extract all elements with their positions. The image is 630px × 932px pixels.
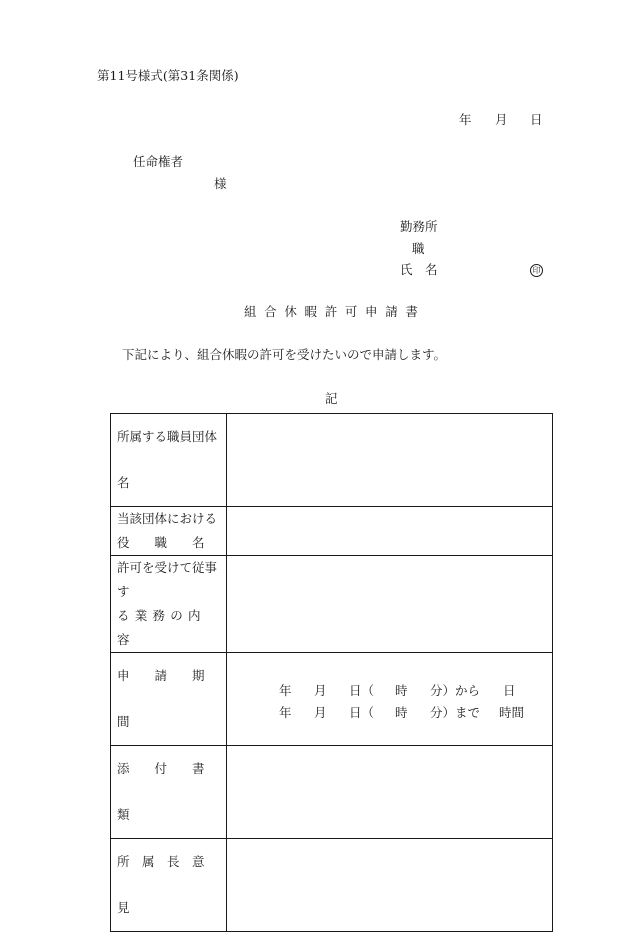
- role-field[interactable]: [227, 507, 553, 556]
- row-label-duties: 許可を受けて従事す る業務の内容: [111, 556, 227, 653]
- row-label-attachments: 添 付 書 類: [111, 746, 227, 839]
- table-row: [111, 414, 553, 507]
- position-label: 職: [412, 241, 425, 256]
- row-label-organization: 所属する職員団体名: [111, 414, 227, 507]
- seal-icon: 印: [530, 261, 543, 277]
- form-number: 第11号様式(第31条関係): [97, 68, 239, 83]
- application-table: [110, 413, 553, 932]
- date-day-label: 日: [530, 112, 543, 127]
- table-row: [111, 556, 553, 653]
- table-row: [111, 746, 553, 839]
- period-start-line: 年 月 日（ 時 分）から 日: [279, 683, 516, 698]
- supervisor-opinion-field[interactable]: [227, 839, 553, 932]
- document-title: 組 合 休 暇 許 可 申 請 書: [244, 304, 418, 319]
- row-label-supervisor-opinion: 所 属 長 意 見: [111, 839, 227, 932]
- organization-field[interactable]: [227, 414, 553, 507]
- name-label: 氏 名: [400, 262, 438, 277]
- date-year-label: 年: [459, 112, 472, 127]
- attachments-field[interactable]: [227, 746, 553, 839]
- table-row: [111, 839, 553, 932]
- table-row: [111, 507, 553, 556]
- period-field[interactable]: [227, 653, 553, 746]
- duties-field[interactable]: [227, 556, 553, 653]
- record-heading: 記: [325, 391, 338, 406]
- period-end-line: 年 月 日（ 時 分）まで 時間: [279, 705, 525, 720]
- addressee-honorific: 様: [214, 176, 227, 191]
- table-row: [111, 653, 553, 746]
- addressee-title: 任命権者: [133, 154, 184, 169]
- intro-sentence: 下記により、組合休暇の許可を受けたいので申請します。: [122, 347, 447, 362]
- workplace-label: 勤務所: [400, 219, 438, 234]
- row-label-period: 申 請 期 間: [111, 653, 227, 746]
- row-label-role: 当該団体における 役 職 名: [111, 507, 227, 556]
- date-month-label: 月: [495, 112, 508, 127]
